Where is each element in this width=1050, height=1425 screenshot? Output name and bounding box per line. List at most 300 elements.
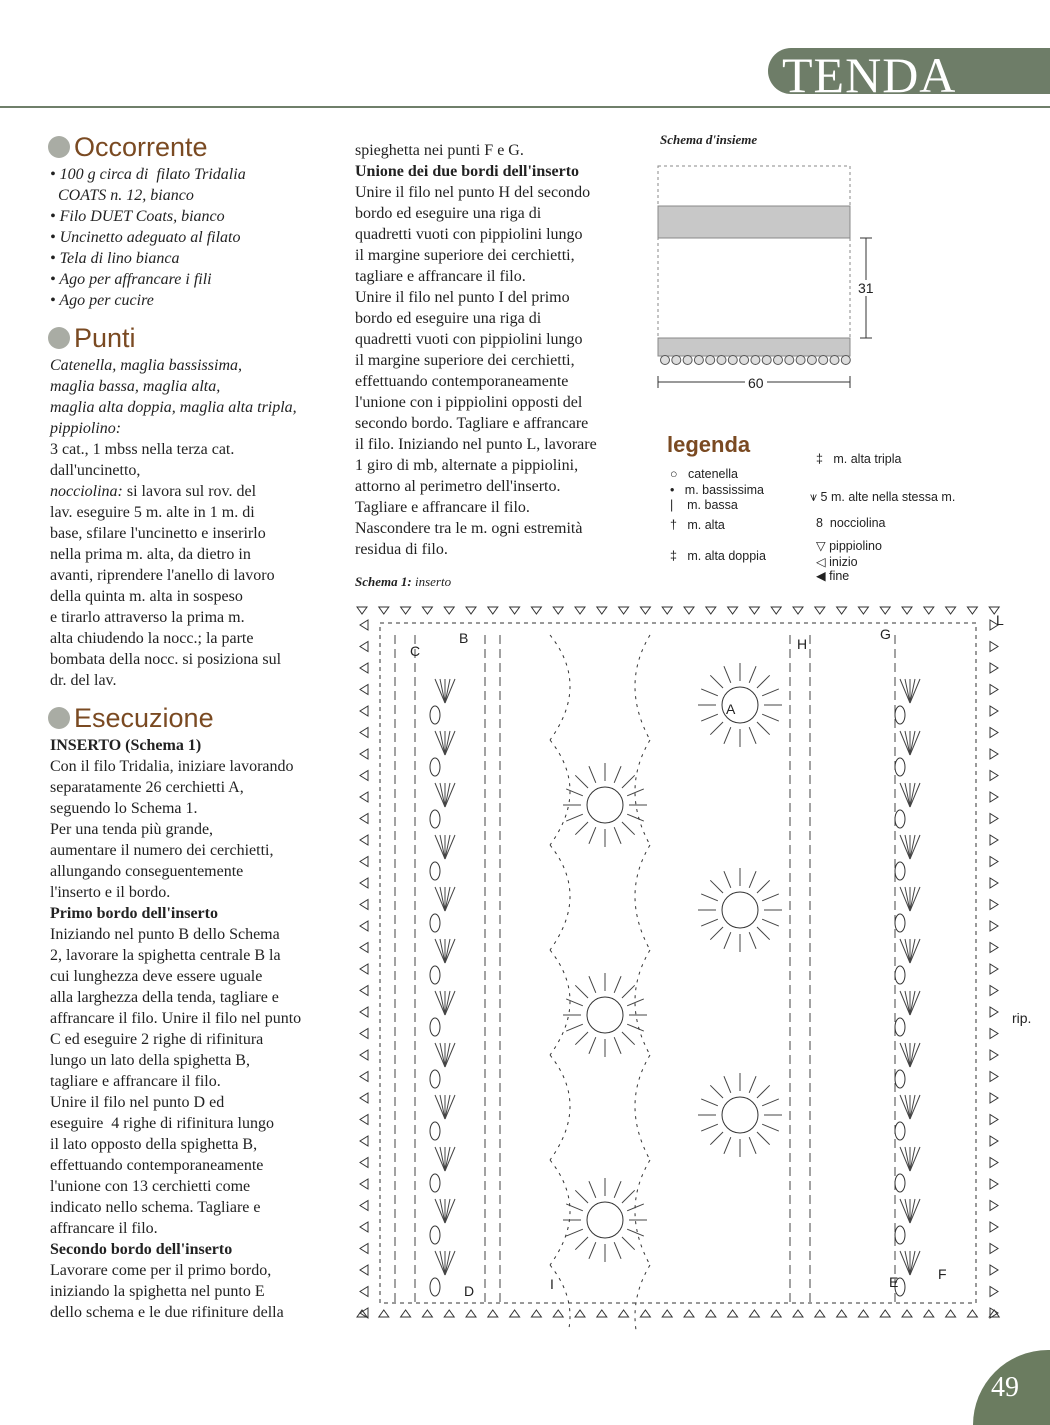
chain-arc xyxy=(635,1265,650,1330)
fan-stitch xyxy=(905,679,910,703)
fan-stitch xyxy=(440,1147,445,1171)
ring-stitch xyxy=(566,1229,583,1236)
fan-stitch xyxy=(910,1199,920,1223)
ring-stitch xyxy=(614,827,621,844)
legend-alta-doppia: ‡ m. alta doppia xyxy=(670,549,766,563)
fan-stitch xyxy=(910,731,915,755)
point-label-h: H xyxy=(797,636,808,652)
ring-stitch xyxy=(762,894,779,901)
fan-stitch xyxy=(445,939,450,963)
picot-mark xyxy=(990,792,998,802)
picot-mark xyxy=(466,607,476,614)
fan-stitch xyxy=(445,991,455,1015)
fan-stitch xyxy=(905,1147,910,1171)
text-line: dall'uncinetto, xyxy=(50,462,141,479)
picot-mark xyxy=(728,607,738,614)
ring-stitch xyxy=(614,1181,621,1198)
text-line: affrancare il filo. xyxy=(50,1220,158,1237)
scallop-circle xyxy=(785,356,794,365)
nocciolina-mark xyxy=(430,758,440,776)
picot-mark xyxy=(444,607,454,614)
ring-stitch xyxy=(701,894,718,901)
text-line: • Uncinetto adeguato al filato xyxy=(50,229,241,246)
text-line: • Ago per cucire xyxy=(50,292,154,309)
picot-mark xyxy=(466,1310,476,1317)
ring-stitch xyxy=(589,1037,596,1054)
scallop-circle xyxy=(807,356,816,365)
text-line: bordo ed eseguire una riga di xyxy=(355,310,542,327)
ring-stitch xyxy=(622,775,635,788)
chain-arc xyxy=(635,950,650,1055)
fan-stitch xyxy=(905,1043,910,1067)
chain-arc xyxy=(550,1055,570,1160)
picot-mark xyxy=(990,835,998,845)
ring-stitch xyxy=(724,727,731,744)
picot-mark xyxy=(640,607,650,614)
ring-stitch xyxy=(614,766,621,783)
picot-mark xyxy=(771,1310,781,1317)
ring-a xyxy=(587,1202,623,1238)
repeat-label: rip. xyxy=(1012,1010,1032,1026)
scallop-circle xyxy=(717,356,726,365)
fan-stitch xyxy=(440,679,445,703)
picot-mark xyxy=(990,1222,998,1232)
crochet-chart xyxy=(350,595,1010,1330)
picot-mark xyxy=(360,943,368,953)
text-line: 2, lavorare la spighetta centrale B la xyxy=(50,947,281,964)
picot-mark xyxy=(360,663,368,673)
text-line: • Tela di lino bianca xyxy=(50,250,180,267)
nocciolina-mark xyxy=(895,1070,905,1088)
text-line: dr. del lav. xyxy=(50,672,117,689)
picot-mark xyxy=(379,1310,389,1317)
materials-list xyxy=(50,164,340,311)
picot-mark xyxy=(815,1310,825,1317)
legend-nocciolina: 8 nocciolina xyxy=(816,516,886,530)
ring-stitch xyxy=(566,1204,583,1211)
fan-stitch xyxy=(910,731,920,755)
ring-stitch xyxy=(614,976,621,993)
picot-mark xyxy=(640,1310,650,1317)
legend-bassissima: • m. bassissima xyxy=(670,483,764,497)
text-line: dello schema e le due rifiniture della xyxy=(50,1304,284,1321)
ring-stitch xyxy=(701,1124,718,1131)
picot-mark xyxy=(531,607,541,614)
text-line: COATS n. 12, bianco xyxy=(50,187,194,204)
ring-stitch xyxy=(627,1229,644,1236)
picot-mark xyxy=(706,1310,716,1317)
picot-mark xyxy=(662,607,672,614)
picot-mark xyxy=(990,1136,998,1146)
text-line: l'unione con 13 cerchietti come xyxy=(50,1178,251,1195)
ring-stitch xyxy=(701,689,718,696)
ring-stitch xyxy=(757,927,770,940)
picot-mark xyxy=(597,607,607,614)
nocciolina-mark xyxy=(430,862,440,880)
subheading-primo-bordo: Primo bordo dell'inserto xyxy=(50,905,218,922)
text-line: l'unione con i pippiolini opposti del xyxy=(355,394,583,411)
fan-stitch xyxy=(900,1095,910,1119)
paragraph xyxy=(355,140,640,161)
picot-mark xyxy=(401,1310,411,1317)
picot-mark xyxy=(360,1287,368,1297)
picot-mark xyxy=(990,663,998,673)
fan-stitch xyxy=(900,887,910,911)
text-line: alla larghezza della tenda, tagliare e xyxy=(50,989,279,1006)
text-line: eseguire 4 righe di rifinitura lungo xyxy=(50,1115,274,1132)
text-line: lungo un lato della spighetta B, xyxy=(50,1052,250,1069)
nocciolina-mark xyxy=(895,758,905,776)
picot-mark xyxy=(728,1310,738,1317)
text-line: il margine superiore dei cerchietti, xyxy=(355,352,575,369)
text-line: secondo bordo. Tagliare e affrancare xyxy=(355,415,589,432)
nocciolina-mark xyxy=(430,1278,440,1296)
scallop-circle xyxy=(672,356,681,365)
ring-stitch xyxy=(627,814,644,821)
ring-stitch xyxy=(589,766,596,783)
picot-mark xyxy=(990,1072,998,1082)
picot-mark xyxy=(360,1050,368,1060)
text-line: quadretti vuoti con pippiolini lungo xyxy=(355,226,583,243)
fan-stitch xyxy=(910,1147,920,1171)
fan-stitch xyxy=(435,835,445,859)
picot-mark xyxy=(793,1310,803,1317)
fan-stitch xyxy=(900,731,910,755)
picot-mark xyxy=(858,1310,868,1317)
fan-stitch xyxy=(445,1251,455,1275)
picot-mark xyxy=(990,1179,998,1189)
point-label-e: E xyxy=(889,1274,899,1290)
ring-stitch xyxy=(757,880,770,893)
ring-stitch xyxy=(762,689,779,696)
fan-stitch xyxy=(445,1147,450,1171)
fan-stitch xyxy=(435,1147,445,1171)
picot-mark xyxy=(684,1310,694,1317)
point-label-c: C xyxy=(410,643,421,659)
chain-arc xyxy=(550,740,570,845)
picot-mark xyxy=(360,986,368,996)
ring-stitch xyxy=(762,714,779,721)
legend-alta: † m. alta xyxy=(670,518,725,532)
text-line: 3 cat., 1 mbss nella terza cat. xyxy=(50,441,235,458)
fan-stitch xyxy=(910,679,915,703)
paragraph xyxy=(50,1260,340,1323)
nocciolina-mark xyxy=(895,1122,905,1140)
nocciolina-mark xyxy=(430,1226,440,1244)
height-dimension: 31 xyxy=(858,280,874,296)
picot-mark xyxy=(360,814,368,824)
text-line: il margine superiore dei cerchietti, xyxy=(355,247,575,264)
fan-stitch xyxy=(445,679,450,703)
overview-diagram-title: Schema d'insieme xyxy=(660,132,758,147)
fan-stitch xyxy=(445,1043,455,1067)
fan-stitch xyxy=(440,1043,445,1067)
schema1-title: Schema 1: inserto xyxy=(355,574,452,589)
text-line: tagliare e affrancare il filo. xyxy=(50,1073,221,1090)
ring-stitch xyxy=(749,666,756,683)
text-line: il filo. Iniziando nel punto L, lavorare xyxy=(355,436,597,453)
fan-stitch xyxy=(445,783,450,807)
fan-stitch xyxy=(445,991,450,1015)
fan-stitch xyxy=(445,887,450,911)
picot-mark xyxy=(990,749,998,759)
picot-mark xyxy=(360,1029,368,1039)
picot-mark xyxy=(360,1136,368,1146)
fan-stitch xyxy=(910,1043,920,1067)
nocciolina-mark xyxy=(895,1226,905,1244)
ring-stitch xyxy=(724,1076,731,1093)
ring-stitch xyxy=(724,1137,731,1154)
nocciolina-mark xyxy=(430,1070,440,1088)
picot-mark xyxy=(815,607,825,614)
picot-mark xyxy=(360,1244,368,1254)
text-line: il lato opposto della spighetta B, xyxy=(50,1136,258,1153)
nocciolina-mark xyxy=(895,862,905,880)
fan-stitch xyxy=(900,1043,910,1067)
scallop-circle xyxy=(661,356,670,365)
picot-mark xyxy=(837,1310,847,1317)
picot-mark xyxy=(619,607,629,614)
fan-stitch xyxy=(435,1095,445,1119)
fan-stitch xyxy=(445,1147,455,1171)
fan-stitch xyxy=(905,1095,910,1119)
ring-stitch xyxy=(575,1190,588,1203)
text-line: effettuando contemporaneamente xyxy=(355,373,569,390)
picot-mark xyxy=(990,814,998,824)
paragraph xyxy=(50,924,340,1239)
picot-mark xyxy=(880,1310,890,1317)
fan-stitch xyxy=(435,679,445,703)
fan-stitch xyxy=(905,783,910,807)
chain-arc xyxy=(635,1055,650,1160)
ring-stitch xyxy=(566,814,583,821)
fan-stitch xyxy=(445,783,455,807)
fan-stitch xyxy=(445,887,455,911)
picot-mark xyxy=(422,1310,432,1317)
ring-stitch xyxy=(710,1132,723,1145)
picot-mark xyxy=(360,620,368,630)
picot-mark xyxy=(967,607,977,614)
picot-mark xyxy=(946,1310,956,1317)
picot-mark xyxy=(360,792,368,802)
picot-mark xyxy=(360,1007,368,1017)
page-title: TENDA xyxy=(782,47,957,103)
text-line: Catenella, maglia bassissima, xyxy=(50,357,243,374)
chain-arc xyxy=(635,635,650,740)
fan-stitch xyxy=(435,939,445,963)
fan-stitch xyxy=(905,1251,910,1275)
scallop-circle xyxy=(694,356,703,365)
chain-arc xyxy=(635,845,650,950)
fan-stitch xyxy=(445,1199,450,1223)
picot-mark xyxy=(990,964,998,974)
chart-frame xyxy=(380,623,976,1303)
picot-mark xyxy=(924,607,934,614)
ring-a xyxy=(587,997,623,1033)
subheading-inserto: INSERTO (Schema 1) xyxy=(50,737,202,754)
picot-mark xyxy=(990,1158,998,1168)
nocciolina-desc xyxy=(50,483,340,691)
ring-stitch xyxy=(589,827,596,844)
ring-stitch xyxy=(622,1237,635,1250)
ring-a xyxy=(722,1097,758,1133)
ring-stitch xyxy=(622,822,635,835)
picot-mark xyxy=(749,607,759,614)
legend-catenella: ○ catenella xyxy=(670,467,739,481)
ring-stitch xyxy=(589,976,596,993)
ring-stitch xyxy=(566,1024,583,1031)
chain-arc xyxy=(635,740,650,845)
fan-stitch xyxy=(900,1199,910,1223)
picot-mark xyxy=(924,1310,934,1317)
fan-stitch xyxy=(910,939,915,963)
picot-mark xyxy=(360,857,368,867)
text-line: e tirarlo attraverso la prima m. xyxy=(50,609,245,626)
nocciolina-mark xyxy=(895,706,905,724)
point-label-d: D xyxy=(464,1283,475,1299)
ring-stitch xyxy=(710,675,723,688)
picot-mark xyxy=(444,1310,454,1317)
picot-mark xyxy=(531,1310,541,1317)
picot-mark xyxy=(360,835,368,845)
ring-stitch xyxy=(701,919,718,926)
chain-arc xyxy=(635,1160,650,1265)
fan-stitch xyxy=(910,887,920,911)
nocciolina-mark xyxy=(895,1174,905,1192)
fan-stitch xyxy=(440,731,445,755)
scallop-circle xyxy=(762,356,771,365)
fan-stitch xyxy=(900,835,910,859)
chain-arc xyxy=(550,950,570,1055)
text-line: Unire il filo nel punto H del secondo xyxy=(355,184,591,201)
ring-stitch xyxy=(762,1099,779,1106)
picot-mark xyxy=(990,1265,998,1275)
text-line: C ed eseguire 2 righe di rifinitura xyxy=(50,1031,264,1048)
picot-mark xyxy=(575,607,585,614)
scallop-circle xyxy=(841,356,850,365)
fan-stitch xyxy=(435,731,445,755)
fan-stitch xyxy=(445,1199,455,1223)
picot-mark xyxy=(990,642,998,652)
picot-mark xyxy=(990,706,998,716)
picot-mark xyxy=(619,1310,629,1317)
picot-mark xyxy=(510,607,520,614)
ring-stitch xyxy=(710,1085,723,1098)
ring-stitch xyxy=(575,822,588,835)
fan-stitch xyxy=(910,991,915,1015)
fan-stitch xyxy=(445,1043,450,1067)
ring-stitch xyxy=(762,919,779,926)
nocciolina-mark xyxy=(895,810,905,828)
fan-stitch xyxy=(440,835,445,859)
ring-stitch xyxy=(589,1242,596,1259)
nocciolina-label: nocciolina: xyxy=(50,483,123,500)
picot-mark xyxy=(990,986,998,996)
fan-stitch xyxy=(910,1251,915,1275)
legend-5-alte: ⩛ 5 m. alte nella stessa m. xyxy=(810,490,956,504)
picot-mark xyxy=(990,943,998,953)
fan-stitch xyxy=(910,939,920,963)
picot-mark xyxy=(990,1029,998,1039)
ring-stitch xyxy=(724,666,731,683)
nocciolina-mark xyxy=(895,914,905,932)
text-line: separatamente 26 cerchietti A, xyxy=(50,779,244,796)
picot-mark xyxy=(360,1201,368,1211)
stitch-text xyxy=(50,439,340,481)
picot-mark xyxy=(360,749,368,759)
fan-stitch xyxy=(445,835,455,859)
picot-mark xyxy=(990,1050,998,1060)
heading-text: Esecuzione xyxy=(74,703,214,733)
paragraph xyxy=(355,182,640,560)
ring-stitch xyxy=(622,1190,635,1203)
nocciolina-text xyxy=(50,481,340,691)
picot-mark xyxy=(684,607,694,614)
width-dimension: 60 xyxy=(745,375,767,391)
text-line: l'inserto e il bordo. xyxy=(50,884,171,901)
legend-title: legenda xyxy=(667,432,751,457)
picot-mark xyxy=(990,685,998,695)
picot-mark xyxy=(360,771,368,781)
text-line: affrancare il filo. Unire il filo nel punto xyxy=(50,1010,302,1027)
text-line: bombata della nocc. si posiziona sul xyxy=(50,651,282,668)
nocciolina-mark xyxy=(430,914,440,932)
scallop-circle xyxy=(740,356,749,365)
point-label-l: L xyxy=(996,612,1004,628)
picot-mark xyxy=(902,607,912,614)
esecuzione-heading xyxy=(48,703,340,733)
picot-mark xyxy=(990,1201,998,1211)
scallop-circle xyxy=(706,356,715,365)
fan-stitch xyxy=(440,887,445,911)
fan-stitch xyxy=(435,1199,445,1223)
ring-stitch xyxy=(710,722,723,735)
text-line: Lavorare come per il primo bordo, xyxy=(50,1262,272,1279)
text-line: avanti, riprendere l'anello di lavoro xyxy=(50,567,275,584)
fan-stitch xyxy=(910,783,915,807)
picot-mark xyxy=(360,900,368,910)
picot-mark xyxy=(379,607,389,614)
scallop-circle xyxy=(683,356,692,365)
text-line: della quinta m. alta in sospeso xyxy=(50,588,243,605)
fan-stitch xyxy=(900,991,910,1015)
fan-stitch xyxy=(910,835,915,859)
ring-stitch xyxy=(614,1037,621,1054)
fan-stitch xyxy=(910,783,920,807)
scallop-circle xyxy=(774,356,783,365)
picot-mark xyxy=(360,1115,368,1125)
picot-mark xyxy=(990,1007,998,1017)
ring-stitch xyxy=(749,1137,756,1154)
picot-mark xyxy=(575,1310,585,1317)
point-label-a: A xyxy=(726,701,736,717)
picot-mark xyxy=(553,1310,563,1317)
text-line: Con il filo Tridalia, iniziare lavorando xyxy=(50,758,294,775)
picot-mark xyxy=(990,1287,998,1297)
text-line: iniziando la spighetta nel punto E xyxy=(50,1283,265,1300)
fan-stitch xyxy=(910,835,920,859)
picot-mark xyxy=(990,728,998,738)
ring-stitch xyxy=(627,1024,644,1031)
text-line: Per una tenda più grande, xyxy=(50,821,214,838)
ring-stitch xyxy=(575,1237,588,1250)
picot-mark xyxy=(360,728,368,738)
ring-stitch xyxy=(757,722,770,735)
text-line: Nascondere tra le m. ogni estremità xyxy=(355,520,583,537)
text-line: indicato nello schema. Tagliare e xyxy=(50,1199,261,1216)
section-tab xyxy=(768,47,1050,103)
text-line: quadretti vuoti con pippiolini lungo xyxy=(355,331,583,348)
